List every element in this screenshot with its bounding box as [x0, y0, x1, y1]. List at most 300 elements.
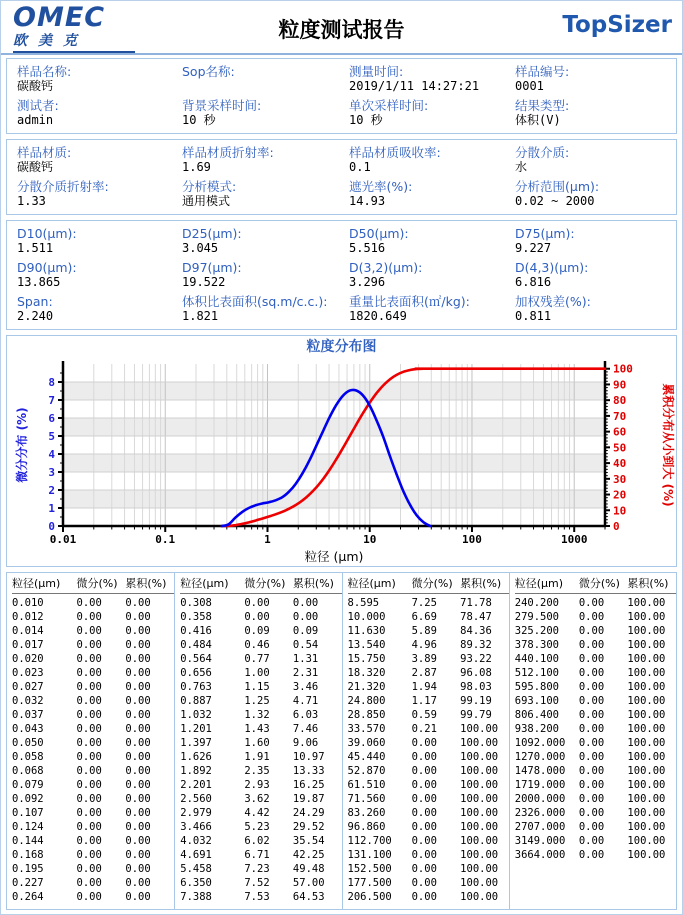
diff-header: 微分(%) [578, 577, 620, 590]
cum-cell: 0.00 [125, 597, 151, 609]
field [182, 145, 349, 175]
table-row [12, 876, 174, 890]
table-rows [180, 596, 341, 904]
table-row [12, 792, 174, 806]
size-cell: 152.500 [347, 863, 392, 875]
size-cell: 0.092 [12, 793, 44, 805]
cum-cell: 100.00 [627, 849, 666, 861]
cum-cell: 0.00 [125, 751, 151, 763]
diff-cell: 5.23 [244, 821, 270, 833]
size-cell: 0.227 [12, 877, 44, 889]
table-rows [348, 596, 509, 904]
size-header: 粒径(μm) [347, 577, 396, 590]
diff-header: 微分(%) [411, 577, 453, 590]
logo-subtext: 欧美克 [13, 30, 135, 53]
cum-cell: 0.00 [125, 765, 151, 777]
table-row [348, 876, 509, 890]
table-row [12, 862, 174, 876]
cum-cell: 64.53 [292, 891, 325, 903]
size-cell: 6.350 [180, 877, 212, 889]
size-cell: 206.500 [347, 891, 392, 903]
size-cell: 2326.000 [514, 807, 566, 819]
size-cell: 0.010 [12, 597, 44, 609]
cum-cell: 0.00 [125, 695, 151, 707]
table-row [348, 736, 509, 750]
cum-cell: 0.00 [125, 793, 151, 805]
table-row [180, 834, 341, 848]
size-cell: 0.068 [12, 765, 44, 777]
table-row [515, 596, 676, 610]
cum-cell: 100.00 [460, 877, 499, 889]
diff-cell: 0.00 [578, 681, 605, 693]
table-row [180, 680, 341, 694]
size-cell: 0.014 [12, 625, 44, 637]
diff-cell: 0.00 [76, 667, 102, 679]
diff-cell: 1.32 [244, 709, 270, 721]
cum-cell: 100.00 [627, 751, 666, 763]
x-tick-label: 0.01 [49, 533, 77, 546]
cum-cell: 100.00 [460, 751, 499, 763]
diff-cell: 1.91 [244, 751, 270, 763]
field [182, 98, 349, 128]
cum-cell: 0.00 [125, 821, 151, 833]
diff-cell: 0.00 [76, 793, 102, 805]
cum-header: 累积(%) [125, 577, 167, 590]
cum-header: 累积(%) [460, 577, 502, 590]
diff-cell: 7.23 [244, 863, 270, 875]
size-cell: 0.027 [12, 681, 44, 693]
diff-cell: 1.94 [411, 681, 437, 693]
field [182, 294, 349, 324]
cum-cell: 0.09 [292, 625, 319, 637]
size-cell: 33.570 [347, 723, 386, 735]
diff-cell: 0.00 [411, 891, 437, 903]
field-label: 样品编号: [515, 64, 570, 79]
cum-cell: 0.00 [292, 597, 319, 609]
field-label: D(3,2)(μm): [349, 260, 423, 275]
field-label: 样品名称: [17, 64, 72, 79]
cum-cell: 0.00 [125, 807, 151, 819]
diff-cell: 1.15 [244, 681, 270, 693]
table-row [348, 890, 509, 904]
size-cell: 21.320 [347, 681, 386, 693]
field [349, 98, 515, 128]
table-row [12, 708, 174, 722]
cum-cell: 100.00 [627, 639, 666, 651]
cum-cell: 93.22 [460, 653, 492, 665]
size-cell: 0.763 [180, 681, 212, 693]
diff-cell: 0.77 [244, 653, 270, 665]
diff-cell: 0.00 [76, 737, 102, 749]
size-cell: 0.023 [12, 667, 44, 679]
table-row [348, 764, 509, 778]
table-row [348, 666, 509, 680]
size-cell: 61.510 [347, 779, 386, 791]
field [182, 64, 349, 94]
cum-cell: 100.00 [460, 891, 499, 903]
diff-cell: 0.00 [76, 625, 102, 637]
table-header [12, 575, 174, 594]
table-row [12, 624, 174, 638]
table-row [180, 862, 341, 876]
table-row [348, 708, 509, 722]
table-row [180, 624, 341, 638]
table-row [180, 638, 341, 652]
table-row [348, 806, 509, 820]
size-cell: 0.037 [12, 709, 44, 721]
size-cell: 11.630 [347, 625, 386, 637]
diff-cell: 0.00 [411, 807, 437, 819]
size-cell: 7.388 [180, 891, 212, 903]
cum-cell: 100.00 [460, 849, 499, 861]
size-cell: 3664.000 [514, 849, 566, 861]
diff-cell: 1.25 [244, 695, 270, 707]
table-row [180, 694, 341, 708]
cum-cell: 100.00 [627, 667, 666, 679]
field-label: D97(μm): [182, 260, 242, 275]
field [17, 260, 182, 290]
left-axis-title: 微分分布 (%) [15, 407, 29, 483]
cum-cell: 100.00 [627, 653, 666, 665]
left-tick-label: 5 [48, 430, 55, 443]
x-tick-label: 1 [264, 533, 271, 546]
size-cell: 4.691 [180, 849, 212, 861]
table-row [348, 778, 509, 792]
field-value: 通用模式 [182, 194, 231, 208]
diff-cell: 2.87 [411, 667, 437, 679]
report-header [1, 1, 682, 53]
data-table [6, 572, 677, 910]
diff-cell: 0.00 [76, 611, 102, 623]
diff-cell: 6.69 [411, 611, 437, 623]
field-label: 重量比表面积(㎡/kg): [349, 294, 470, 309]
cum-cell: 100.00 [627, 597, 666, 609]
cum-cell: 100.00 [627, 835, 666, 847]
cum-cell: 9.06 [292, 737, 319, 749]
field [349, 294, 515, 324]
table-row [515, 764, 676, 778]
diff-cell: 0.00 [76, 695, 102, 707]
diff-cell: 0.00 [578, 765, 605, 777]
field-label: 背景采样时间: [182, 98, 262, 113]
field-value: 6.816 [515, 275, 552, 289]
cum-cell: 19.87 [292, 793, 325, 805]
table-row [348, 820, 509, 834]
diff-cell: 0.00 [411, 751, 437, 763]
size-cell: 3149.000 [514, 835, 566, 847]
size-cell: 0.264 [12, 891, 44, 903]
cum-cell: 89.32 [460, 639, 492, 651]
field [515, 179, 676, 209]
table-row [180, 820, 341, 834]
cum-cell: 100.00 [460, 723, 499, 735]
cum-cell: 99.19 [460, 695, 492, 707]
field-value: 1.821 [182, 309, 219, 323]
diff-cell: 6.71 [244, 849, 270, 861]
cum-cell: 99.79 [460, 709, 492, 721]
table-row [515, 666, 676, 680]
diff-cell: 0.00 [76, 653, 102, 665]
field [515, 98, 676, 128]
field [349, 179, 515, 209]
cum-cell: 7.46 [292, 723, 319, 735]
diff-cell: 1.17 [411, 695, 437, 707]
diff-cell: 0.21 [411, 723, 437, 735]
size-cell: 112.700 [347, 835, 392, 847]
field-label: 遮光率(%): [349, 179, 413, 194]
table-row [12, 652, 174, 666]
size-cell: 0.168 [12, 849, 44, 861]
cum-cell: 0.00 [125, 737, 151, 749]
field-value: 1820.649 [349, 309, 407, 323]
table-row [515, 638, 676, 652]
field-label: 分散介质: [515, 145, 570, 160]
left-tick-label: 0 [48, 520, 55, 533]
size-cell: 0.308 [180, 597, 212, 609]
size-cell: 0.020 [12, 653, 44, 665]
size-cell: 0.058 [12, 751, 44, 763]
size-cell: 39.060 [347, 737, 386, 749]
page-title: 粒度测试报告 [278, 18, 405, 42]
table-row [12, 694, 174, 708]
size-cell: 1.626 [180, 751, 212, 763]
diff-cell: 0.00 [578, 723, 605, 735]
size-cell: 131.100 [347, 849, 392, 861]
diff-header: 微分(%) [76, 577, 118, 590]
table-row [348, 638, 509, 652]
table-row [12, 848, 174, 862]
x-tick-label: 0.1 [155, 533, 176, 546]
size-cell: 512.100 [514, 667, 560, 679]
field-label: 单次采样时间: [349, 98, 429, 113]
size-cell: 10.000 [347, 611, 386, 623]
table-header [515, 575, 676, 594]
cum-cell: 0.00 [125, 891, 151, 903]
size-cell: 2.201 [180, 779, 212, 791]
x-tick-label: 10 [363, 533, 377, 546]
field-value: 0.02 ~ 2000 [515, 194, 595, 208]
table-row [515, 624, 676, 638]
material-info-panel [6, 139, 677, 215]
diff-cell: 0.59 [411, 709, 437, 721]
table-row [515, 750, 676, 764]
size-cell: 0.144 [12, 835, 44, 847]
cum-cell: 0.00 [125, 667, 151, 679]
field-label: D90(μm): [17, 260, 77, 275]
size-cell: 2707.000 [514, 821, 566, 833]
diff-cell: 3.89 [411, 653, 437, 665]
table-row [515, 736, 676, 750]
x-tick-label: 100 [462, 533, 482, 546]
cum-cell: 78.47 [460, 611, 492, 623]
field-label: Sop名称: [182, 64, 235, 79]
size-cell: 0.032 [12, 695, 44, 707]
table-row [180, 596, 341, 610]
cum-cell: 0.00 [125, 639, 151, 651]
diff-cell: 2.35 [244, 765, 270, 777]
diff-cell: 0.00 [578, 667, 605, 679]
size-cell: 279.500 [514, 611, 560, 623]
diff-header: 微分(%) [244, 577, 286, 590]
cum-header: 累积(%) [292, 577, 334, 590]
size-cell: 0.012 [12, 611, 44, 623]
size-cell: 1719.000 [514, 779, 566, 791]
field-value: 10 秒 [182, 113, 216, 127]
cum-cell: 100.00 [627, 681, 666, 693]
size-header: 粒径(μm) [12, 577, 61, 590]
table-row [515, 694, 676, 708]
size-cell: 325.200 [514, 625, 560, 637]
size-cell: 0.017 [12, 639, 44, 651]
field-label: 样品材质折射率: [182, 145, 274, 160]
diff-cell: 0.00 [76, 807, 102, 819]
cum-cell: 100.00 [460, 737, 499, 749]
field-label: Span: [17, 294, 53, 309]
cum-cell: 0.00 [125, 653, 151, 665]
diff-cell: 1.00 [244, 667, 270, 679]
field-value: 0.811 [515, 309, 552, 323]
field-value: 碳酸钙 [17, 79, 54, 93]
right-tick-label: 90 [613, 378, 627, 392]
header-rule [1, 53, 682, 55]
table-row [180, 610, 341, 624]
table-row [12, 820, 174, 834]
field-label: 分析范围(μm): [515, 179, 600, 194]
table-row [12, 596, 174, 610]
table-row [180, 778, 341, 792]
field [349, 260, 515, 290]
right-tick-label: 20 [613, 488, 627, 502]
field-label: D10(μm): [17, 226, 77, 241]
cum-cell: 0.54 [292, 639, 319, 651]
size-cell: 0.043 [12, 723, 44, 735]
right-tick-label: 10 [613, 504, 627, 518]
size-cell: 28.850 [347, 709, 386, 721]
diff-cell: 0.00 [411, 737, 437, 749]
cum-cell: 98.03 [460, 681, 492, 693]
diff-cell: 0.00 [578, 653, 605, 665]
cum-cell: 0.00 [125, 681, 151, 693]
size-cell: 0.079 [12, 779, 44, 791]
size-cell: 5.458 [180, 863, 212, 875]
table-row [12, 680, 174, 694]
field-label: 分析模式: [182, 179, 237, 194]
diff-cell: 0.00 [76, 709, 102, 721]
diff-cell: 0.00 [578, 821, 605, 833]
field-label: 测试者: [17, 98, 59, 113]
table-row [12, 778, 174, 792]
diff-cell: 4.42 [244, 807, 270, 819]
cum-cell: 0.00 [125, 779, 151, 791]
table-row [180, 792, 341, 806]
diff-cell: 0.00 [76, 639, 102, 651]
results-panel [6, 220, 677, 330]
particle-size-distribution-chart [13, 356, 676, 568]
cum-cell: 3.46 [292, 681, 319, 693]
table-row [348, 652, 509, 666]
size-cell: 1.201 [180, 723, 212, 735]
band [63, 490, 605, 508]
cum-cell: 100.00 [627, 695, 666, 707]
cum-cell: 100.00 [460, 807, 499, 819]
diff-cell: 0.00 [578, 625, 605, 637]
diff-cell: 0.00 [578, 639, 605, 651]
cum-cell: 0.00 [125, 709, 151, 721]
table-row [348, 680, 509, 694]
table-row [12, 806, 174, 820]
diff-cell: 0.00 [76, 723, 102, 735]
size-cell: 0.484 [180, 639, 212, 651]
diff-cell: 0.00 [411, 765, 437, 777]
field [17, 64, 182, 94]
cum-header: 累积(%) [627, 577, 669, 590]
table-row [348, 596, 509, 610]
field [17, 98, 182, 128]
diff-cell: 1.43 [244, 723, 270, 735]
cum-cell: 0.00 [125, 849, 151, 861]
size-cell: 0.195 [12, 863, 44, 875]
size-cell: 15.750 [347, 653, 386, 665]
size-cell: 0.107 [12, 807, 44, 819]
field-value: 1.511 [17, 241, 54, 255]
size-cell: 0.656 [180, 667, 212, 679]
cum-cell: 0.00 [125, 877, 151, 889]
diff-cell: 0.00 [76, 597, 102, 609]
field-value [182, 79, 343, 94]
size-cell: 378.300 [514, 639, 560, 651]
field [182, 179, 349, 209]
field [17, 179, 182, 209]
cum-cell: 29.52 [292, 821, 325, 833]
table-row [348, 610, 509, 624]
chart-title: 粒度分布图 [306, 339, 377, 355]
right-tick-label: 80 [613, 394, 627, 408]
field [515, 64, 676, 94]
cum-cell: 0.00 [292, 611, 319, 623]
cum-cell: 1.31 [292, 653, 319, 665]
table-row [12, 834, 174, 848]
diff-cell: 0.00 [76, 779, 102, 791]
table-group-1 [7, 573, 174, 909]
size-cell: 1270.000 [514, 751, 566, 763]
cum-cell: 100.00 [627, 765, 666, 777]
left-tick-label: 8 [48, 376, 55, 389]
table-row [515, 834, 676, 848]
size-cell: 938.200 [514, 723, 560, 735]
cum-cell: 100.00 [627, 779, 666, 791]
table-row [348, 722, 509, 736]
diff-cell: 0.46 [244, 639, 270, 651]
field [182, 226, 349, 256]
table-header [180, 575, 341, 594]
field-label: 分散介质折射率: [17, 179, 109, 194]
diff-cell: 0.00 [76, 877, 102, 889]
field-label: 体积比表面积(sq.m/c.c.): [182, 294, 328, 309]
table-group-4 [509, 573, 676, 909]
left-tick-label: 2 [48, 484, 55, 497]
size-cell: 13.540 [347, 639, 386, 651]
right-tick-label: 100 [613, 362, 633, 376]
field-value: 14.93 [349, 194, 386, 208]
table-row [180, 736, 341, 750]
left-tick-label: 7 [48, 394, 55, 407]
size-cell: 1092.000 [514, 737, 566, 749]
field-value: 0001 [515, 79, 544, 93]
table-rows [515, 596, 676, 862]
size-cell: 440.100 [514, 653, 560, 665]
table-row [348, 848, 509, 862]
size-cell: 3.466 [180, 821, 212, 833]
